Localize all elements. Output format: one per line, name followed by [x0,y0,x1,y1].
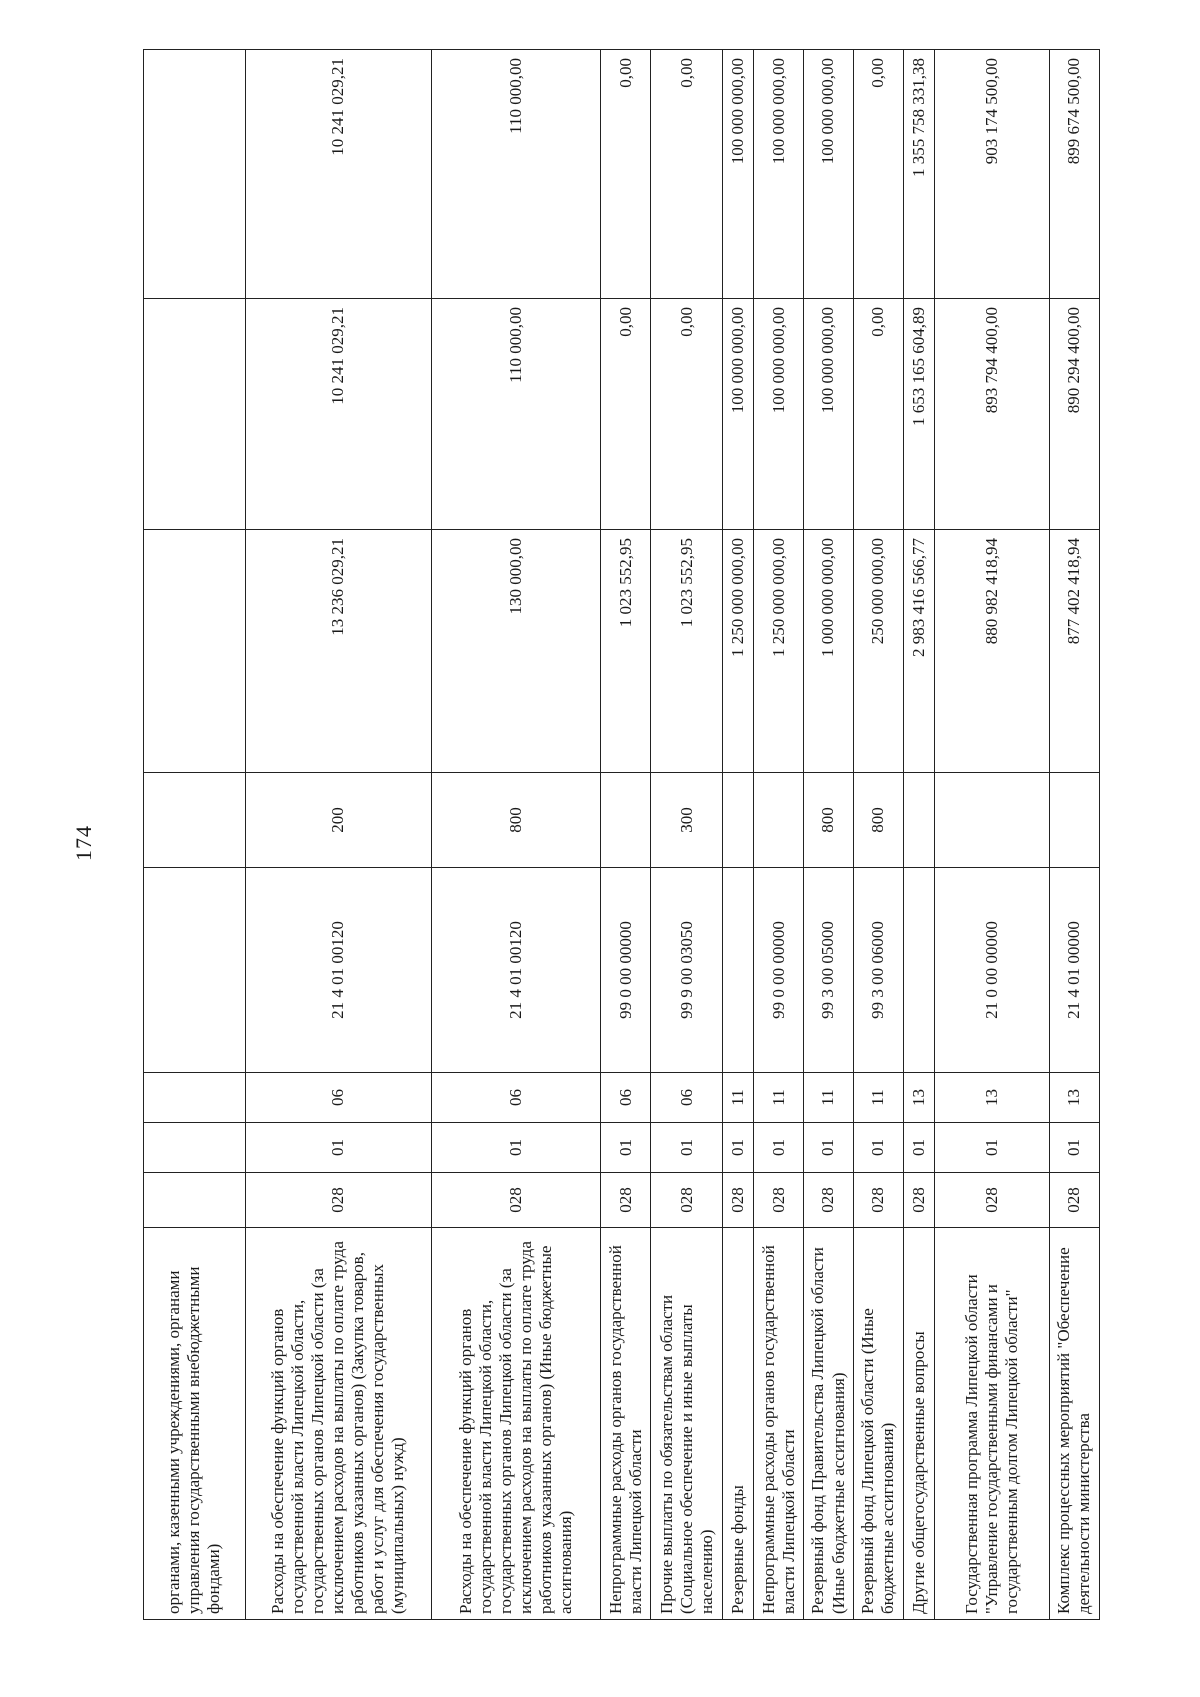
table-row [601,50,651,1620]
table-row [723,50,754,1620]
subsection-code-cell: 11 [754,1073,804,1123]
expense-type-cell: 800 [853,773,903,868]
subsection-code-cell: 11 [723,1073,754,1123]
table-row [804,50,854,1620]
table-row [754,50,804,1620]
expense-type-cell [144,773,246,868]
ministry-code-cell [144,1173,246,1228]
table-row [431,50,600,1620]
expense-type-cell: 300 [651,773,723,868]
expense-type-cell [754,773,804,868]
expense-type-cell [934,773,1049,868]
expense-type-cell: 200 [245,773,431,868]
amount-year3-cell: 899 674 500,00 [1049,50,1099,299]
target-article-cell: 99 3 00 05000 [804,868,854,1073]
ministry-code-cell: 028 [245,1173,431,1228]
expense-name-cell: Расходы на обеспечение функций органов государственной власти Липецкой области, государственных органов Липецкой области (за исключением расходов на выплаты по оплате труда работников указанных органов) (Закупка товаров, работ и услуг для обеспечения государственных (муниципальных) нужд) [245,1228,431,1620]
ministry-code-cell: 028 [431,1173,600,1228]
amount-year2-cell: 100 000 000,00 [754,299,804,530]
expense-name-cell: Непрограммные расходы органов государственной власти Липецкой области [601,1228,651,1620]
expense-name-cell: Резервный фонд Правительства Липецкой области (Иные бюджетные ассигнования) [804,1228,854,1620]
ministry-code-cell: 028 [934,1173,1049,1228]
expense-name-cell: Резервный фонд Липецкой области (Иные бюджетные ассигнования) [853,1228,903,1620]
amount-year1-cell: 1 250 000 000,00 [723,530,754,773]
section-code-cell: 01 [804,1123,854,1173]
amount-year1-cell: 1 023 552,95 [651,530,723,773]
amount-year1-cell: 250 000 000,00 [853,530,903,773]
target-article-cell: 99 9 00 03050 [651,868,723,1073]
section-code-cell: 01 [651,1123,723,1173]
table-row [1049,50,1099,1620]
section-code-cell: 01 [934,1123,1049,1173]
expense-type-cell [1049,773,1099,868]
subsection-code-cell: 06 [245,1073,431,1123]
budget-table [143,49,1100,1620]
subsection-code-cell [144,1073,246,1123]
amount-year2-cell: 0,00 [601,299,651,530]
section-code-cell: 01 [754,1123,804,1173]
expense-name-cell: Другие общегосударственные вопросы [903,1228,934,1620]
expense-name-cell: Комплекс процессных мероприятий "Обеспечение деятельности министерства [1049,1228,1099,1620]
budget-table-body [144,50,1100,1620]
budget-table-container [143,50,1100,1620]
amount-year2-cell: 890 294 400,00 [1049,299,1099,530]
target-article-cell: 99 0 00 00000 [754,868,804,1073]
subsection-code-cell: 11 [853,1073,903,1123]
section-code-cell: 01 [431,1123,600,1173]
expense-name-cell: Расходы на обеспечение функций органов государственной власти Липецкой области, государственных органов Липецкой области (за исключением расходов на выплаты по оплате труда работников указанных органов) (Иные бюджетные ассигнования) [431,1228,600,1620]
amount-year2-cell: 0,00 [853,299,903,530]
section-code-cell: 01 [853,1123,903,1173]
table-row [144,50,246,1620]
subsection-code-cell: 06 [601,1073,651,1123]
expense-name-cell: Прочие выплаты по обязательствам области (Социальное обеспечение и иные выплаты населению) [651,1228,723,1620]
section-code-cell: 01 [601,1123,651,1173]
table-row [651,50,723,1620]
ministry-code-cell: 028 [853,1173,903,1228]
expense-name-cell: органами, казенными учреждениями, органами управления государственными внебюджетными фондами) [144,1228,246,1620]
subsection-code-cell: 06 [431,1073,600,1123]
expense-type-cell [601,773,651,868]
expense-type-cell: 800 [804,773,854,868]
amount-year2-cell: 100 000 000,00 [723,299,754,530]
amount-year3-cell: 10 241 029,21 [245,50,431,299]
expense-name-cell: Резервные фонды [723,1228,754,1620]
expense-name-cell: Непрограммные расходы органов государственной власти Липецкой области [754,1228,804,1620]
target-article-cell: 99 3 00 06000 [853,868,903,1073]
ministry-code-cell: 028 [804,1173,854,1228]
amount-year1-cell: 1 023 552,95 [601,530,651,773]
amount-year1-cell: 130 000,00 [431,530,600,773]
amount-year3-cell [144,50,246,299]
amount-year2-cell: 110 000,00 [431,299,600,530]
target-article-cell [903,868,934,1073]
page-number: 174 [71,825,96,861]
amount-year3-cell: 0,00 [651,50,723,299]
table-row [245,50,431,1620]
subsection-code-cell: 13 [1049,1073,1099,1123]
target-article-cell: 99 0 00 00000 [601,868,651,1073]
amount-year2-cell: 0,00 [651,299,723,530]
amount-year3-cell: 0,00 [853,50,903,299]
amount-year2-cell: 893 794 400,00 [934,299,1049,530]
ministry-code-cell: 028 [754,1173,804,1228]
target-article-cell: 21 4 01 00120 [245,868,431,1073]
amount-year2-cell [144,299,246,530]
expense-name-cell: Государственная программа Липецкой области "Управление государственными финансами и государственным долгом Липецкой области" [934,1228,1049,1620]
table-row [853,50,903,1620]
target-article-cell: 21 0 00 00000 [934,868,1049,1073]
target-article-cell [723,868,754,1073]
subsection-code-cell: 13 [934,1073,1049,1123]
amount-year3-cell: 903 174 500,00 [934,50,1049,299]
section-code-cell: 01 [723,1123,754,1173]
amount-year1-cell: 877 402 418,94 [1049,530,1099,773]
table-row [903,50,934,1620]
ministry-code-cell: 028 [601,1173,651,1228]
amount-year3-cell: 0,00 [601,50,651,299]
amount-year1-cell: 13 236 029,21 [245,530,431,773]
amount-year3-cell: 100 000 000,00 [804,50,854,299]
amount-year3-cell: 100 000 000,00 [723,50,754,299]
amount-year2-cell: 1 653 165 604,89 [903,299,934,530]
amount-year2-cell: 10 241 029,21 [245,299,431,530]
expense-type-cell [903,773,934,868]
amount-year3-cell: 110 000,00 [431,50,600,299]
amount-year3-cell: 100 000 000,00 [754,50,804,299]
target-article-cell: 21 4 01 00120 [431,868,600,1073]
subsection-code-cell: 13 [903,1073,934,1123]
expense-type-cell [723,773,754,868]
amount-year1-cell: 1 000 000 000,00 [804,530,854,773]
amount-year1-cell: 2 983 416 566,77 [903,530,934,773]
ministry-code-cell: 028 [651,1173,723,1228]
amount-year1-cell [144,530,246,773]
ministry-code-cell: 028 [723,1173,754,1228]
ministry-code-cell: 028 [1049,1173,1099,1228]
amount-year2-cell: 100 000 000,00 [804,299,854,530]
subsection-code-cell: 06 [651,1073,723,1123]
section-code-cell: 01 [903,1123,934,1173]
ministry-code-cell: 028 [903,1173,934,1228]
target-article-cell [144,868,246,1073]
amount-year3-cell: 1 355 758 331,38 [903,50,934,299]
table-row [934,50,1049,1620]
section-code-cell: 01 [1049,1123,1099,1173]
target-article-cell: 21 4 01 00000 [1049,868,1099,1073]
expense-type-cell: 800 [431,773,600,868]
amount-year1-cell: 880 982 418,94 [934,530,1049,773]
section-code-cell: 01 [245,1123,431,1173]
amount-year1-cell: 1 250 000 000,00 [754,530,804,773]
subsection-code-cell: 11 [804,1073,854,1123]
section-code-cell [144,1123,246,1173]
